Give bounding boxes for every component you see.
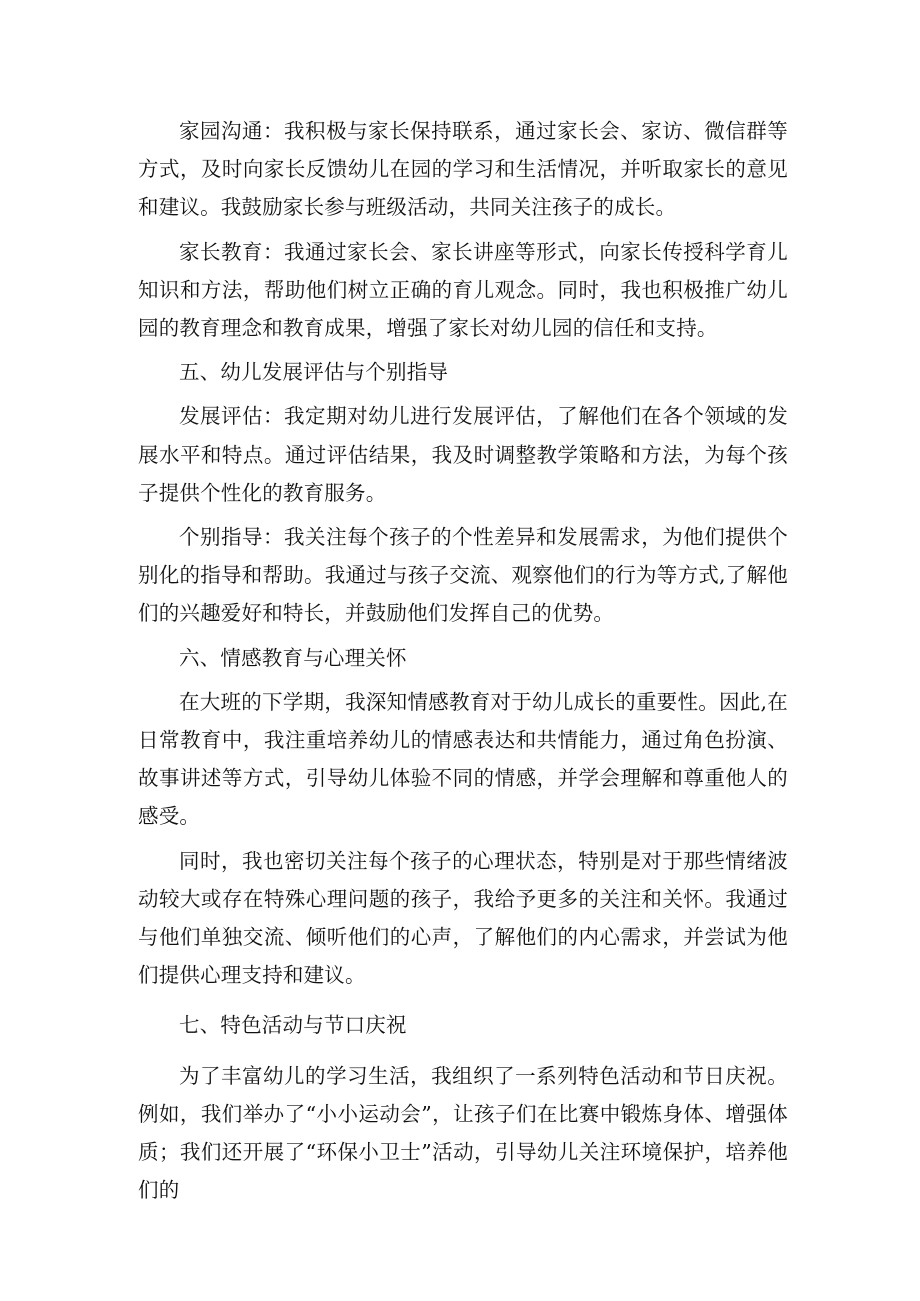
section-heading-7: 七、特色活动与节口庆祝	[179, 1013, 407, 1038]
section-heading-6: 六、情感教育与心理关怀	[179, 645, 407, 670]
paragraph-home-school-communication: 家园沟通：我积极与家长保持联系，通过家长会、家访、微信群等方式，及时向家长反馈幼儿在园的学习和生活情况，并听取家长的意见和建议。我鼓励家长参与班级活动，共同关注孩子的成长。	[138, 119, 788, 220]
paragraph-parent-education: 家长教育：我通过家长会、家长讲座等形式，向家长传授科学育儿知识和方法，帮助他们树立正确的育儿观念。同时，我也积极推广幼儿园的教育理念和教育成果，增强了家长对幼儿园的信任和支持。	[138, 239, 788, 341]
section-heading-5: 五、幼儿发展评估与个别指导	[179, 360, 449, 385]
paragraph-individual-guidance: 个别指导：我关注每个孩子的个性差异和发展需求，为他们提供个别化的指导和帮助。我通过与孩子交流、观察他们的行为等方式,了解他们的兴趣爱好和特长，并鼓励他们发挥自己的优势。	[138, 525, 788, 626]
paragraph-development-assessment: 发展评估：我定期对幼儿进行发展评估，了解他们在各个领域的发展水平和特点。通过评估结果，我及时调整教学策略和方法，为每个孩子提供个性化的教育服务。	[138, 404, 788, 505]
paragraph-psychological-care: 同时，我也密切关注每个孩子的心理状态，特别是对于那些情绪波动较大或存在特殊心理问题的孩子，我给予更多的关注和关怀。我通过与他们单独交流、倾听他们的心声，了解他们的内心需求，并尝试为他们提供心理支持和建议。	[138, 848, 788, 988]
document-body	[138, 112, 788, 1209]
paragraph-special-activities: 为了丰富幼儿的学习生活，我组织了一系列特色活动和节日庆祝。例如，我们举办了“小小运动会”，让孩子们在比赛中锻炼身体、增强体质；我们还开展了“环保小卫士”活动，引导幼儿关注环境保护，培养他们的	[138, 1063, 788, 1203]
paragraph-emotional-education: 在大班的下学期，我深知情感教育对于幼儿成长的重要性。因此,在日常教育中，我注重培养幼儿的情感表达和共情能力，通过角色扮演、故事讲述等方式，引导幼儿体验不同的情感，并学会理解和尊重他人的感受。	[138, 689, 788, 829]
